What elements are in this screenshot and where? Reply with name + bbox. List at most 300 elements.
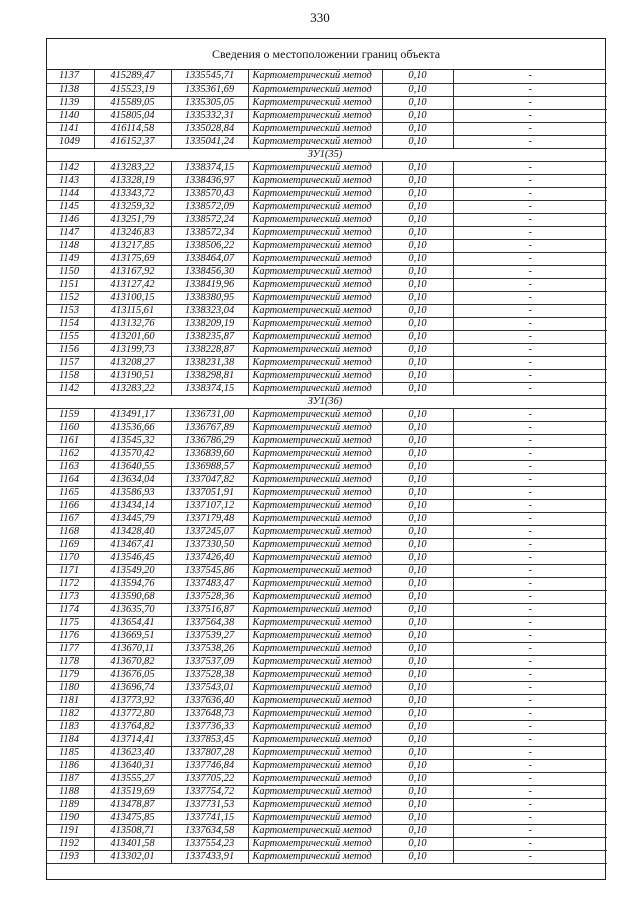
x-coordinate: 413590,68 bbox=[94, 590, 171, 603]
point-number: 1191 bbox=[47, 824, 94, 837]
description-value: - bbox=[453, 304, 607, 317]
y-coordinate: 1338506,22 bbox=[171, 239, 248, 252]
table-row bbox=[47, 603, 607, 616]
determination-method: Картометрический метод bbox=[248, 824, 382, 837]
table-row bbox=[47, 694, 607, 707]
description-value: - bbox=[453, 434, 607, 447]
y-coordinate: 1337543,01 bbox=[171, 681, 248, 694]
determination-method: Картометрический метод bbox=[248, 798, 382, 811]
accuracy-value: 0,10 bbox=[382, 226, 453, 239]
description-value: - bbox=[453, 83, 607, 96]
y-coordinate: 1338380,95 bbox=[171, 291, 248, 304]
accuracy-value: 0,10 bbox=[382, 681, 453, 694]
y-coordinate: 1335305,05 bbox=[171, 96, 248, 109]
accuracy-value: 0,10 bbox=[382, 447, 453, 460]
accuracy-value: 0,10 bbox=[382, 707, 453, 720]
y-coordinate: 1337853,45 bbox=[171, 733, 248, 746]
description-value: - bbox=[453, 486, 607, 499]
table-row bbox=[47, 564, 607, 577]
x-coordinate: 413586,93 bbox=[94, 486, 171, 499]
table-row bbox=[47, 109, 607, 122]
description-value: - bbox=[453, 538, 607, 551]
table-row bbox=[47, 720, 607, 733]
determination-method: Картометрический метод bbox=[248, 434, 382, 447]
section-heading: ЗУ1(35) bbox=[47, 148, 607, 161]
point-number: 1148 bbox=[47, 239, 94, 252]
x-coordinate: 415805,04 bbox=[94, 109, 171, 122]
x-coordinate: 413669,51 bbox=[94, 629, 171, 642]
point-number: 1172 bbox=[47, 577, 94, 590]
x-coordinate: 413640,31 bbox=[94, 759, 171, 772]
accuracy-value: 0,10 bbox=[382, 317, 453, 330]
determination-method: Картометрический метод bbox=[248, 577, 382, 590]
determination-method: Картометрический метод bbox=[248, 811, 382, 824]
x-coordinate: 413434,14 bbox=[94, 499, 171, 512]
x-coordinate: 413676,05 bbox=[94, 668, 171, 681]
accuracy-value: 0,10 bbox=[382, 265, 453, 278]
y-coordinate: 1337433,91 bbox=[171, 850, 248, 863]
x-coordinate: 413635,70 bbox=[94, 603, 171, 616]
description-value: - bbox=[453, 798, 607, 811]
x-coordinate: 413714,41 bbox=[94, 733, 171, 746]
x-coordinate: 413545,32 bbox=[94, 434, 171, 447]
determination-method: Картометрический метод bbox=[248, 525, 382, 538]
y-coordinate: 1337746,84 bbox=[171, 759, 248, 772]
y-coordinate: 1337051,91 bbox=[171, 486, 248, 499]
x-coordinate: 413217,85 bbox=[94, 239, 171, 252]
x-coordinate: 413201,60 bbox=[94, 330, 171, 343]
accuracy-value: 0,10 bbox=[382, 96, 453, 109]
accuracy-value: 0,10 bbox=[382, 590, 453, 603]
table-row bbox=[47, 798, 607, 811]
y-coordinate: 1338572,34 bbox=[171, 226, 248, 239]
point-number: 1138 bbox=[47, 83, 94, 96]
table-row bbox=[47, 759, 607, 772]
y-coordinate: 1338464,07 bbox=[171, 252, 248, 265]
x-coordinate: 413115,61 bbox=[94, 304, 171, 317]
description-value: - bbox=[453, 382, 607, 395]
point-number: 1179 bbox=[47, 668, 94, 681]
accuracy-value: 0,10 bbox=[382, 759, 453, 772]
description-value: - bbox=[453, 460, 607, 473]
y-coordinate: 1337516,87 bbox=[171, 603, 248, 616]
x-coordinate: 413549,20 bbox=[94, 564, 171, 577]
table-row bbox=[47, 161, 607, 174]
accuracy-value: 0,10 bbox=[382, 720, 453, 733]
description-value: - bbox=[453, 564, 607, 577]
table-row bbox=[47, 746, 607, 759]
point-number: 1143 bbox=[47, 174, 94, 187]
point-number: 1149 bbox=[47, 252, 94, 265]
x-coordinate: 413132,76 bbox=[94, 317, 171, 330]
determination-method: Картометрический метод bbox=[248, 96, 382, 109]
accuracy-value: 0,10 bbox=[382, 278, 453, 291]
x-coordinate: 413696,74 bbox=[94, 681, 171, 694]
description-value: - bbox=[453, 70, 607, 83]
table-row bbox=[47, 122, 607, 135]
point-number: 1154 bbox=[47, 317, 94, 330]
determination-method: Картометрический метод bbox=[248, 759, 382, 772]
determination-method: Картометрический метод bbox=[248, 356, 382, 369]
description-value: - bbox=[453, 629, 607, 642]
determination-method: Картометрический метод bbox=[248, 486, 382, 499]
point-number: 1158 bbox=[47, 369, 94, 382]
y-coordinate: 1337426,40 bbox=[171, 551, 248, 564]
point-number: 1173 bbox=[47, 590, 94, 603]
table-row bbox=[47, 824, 607, 837]
table-row bbox=[47, 538, 607, 551]
determination-method: Картометрический метод bbox=[248, 616, 382, 629]
y-coordinate: 1337330,50 bbox=[171, 538, 248, 551]
accuracy-value: 0,10 bbox=[382, 304, 453, 317]
y-coordinate: 1337538,26 bbox=[171, 642, 248, 655]
table-row bbox=[47, 382, 607, 395]
y-coordinate: 1337636,40 bbox=[171, 694, 248, 707]
point-number: 1182 bbox=[47, 707, 94, 720]
point-number: 1150 bbox=[47, 265, 94, 278]
point-number: 1152 bbox=[47, 291, 94, 304]
accuracy-value: 0,10 bbox=[382, 785, 453, 798]
x-coordinate: 413251,79 bbox=[94, 213, 171, 226]
table-row bbox=[47, 460, 607, 473]
accuracy-value: 0,10 bbox=[382, 616, 453, 629]
determination-method: Картометрический метод bbox=[248, 707, 382, 720]
x-coordinate: 413328,19 bbox=[94, 174, 171, 187]
determination-method: Картометрический метод bbox=[248, 499, 382, 512]
point-number: 1180 bbox=[47, 681, 94, 694]
x-coordinate: 413467,41 bbox=[94, 538, 171, 551]
accuracy-value: 0,10 bbox=[382, 512, 453, 525]
table-row bbox=[47, 317, 607, 330]
y-coordinate: 1336786,29 bbox=[171, 434, 248, 447]
accuracy-value: 0,10 bbox=[382, 161, 453, 174]
point-number: 1187 bbox=[47, 772, 94, 785]
determination-method: Картометрический метод bbox=[248, 187, 382, 200]
determination-method: Картометрический метод bbox=[248, 655, 382, 668]
description-value: - bbox=[453, 720, 607, 733]
boundary-table-frame bbox=[46, 38, 606, 880]
point-number: 1183 bbox=[47, 720, 94, 733]
accuracy-value: 0,10 bbox=[382, 811, 453, 824]
description-value: - bbox=[453, 772, 607, 785]
table-row bbox=[47, 213, 607, 226]
y-coordinate: 1337807,28 bbox=[171, 746, 248, 759]
x-coordinate: 413670,82 bbox=[94, 655, 171, 668]
accuracy-value: 0,10 bbox=[382, 694, 453, 707]
y-coordinate: 1337047,82 bbox=[171, 473, 248, 486]
description-value: - bbox=[453, 707, 607, 720]
accuracy-value: 0,10 bbox=[382, 629, 453, 642]
determination-method: Картометрический метод bbox=[248, 421, 382, 434]
y-coordinate: 1337554,23 bbox=[171, 837, 248, 850]
point-number: 1188 bbox=[47, 785, 94, 798]
x-coordinate: 413343,72 bbox=[94, 187, 171, 200]
x-coordinate: 413570,42 bbox=[94, 447, 171, 460]
y-coordinate: 1337741,15 bbox=[171, 811, 248, 824]
determination-method: Картометрический метод bbox=[248, 681, 382, 694]
y-coordinate: 1337731,53 bbox=[171, 798, 248, 811]
determination-method: Картометрический метод bbox=[248, 122, 382, 135]
y-coordinate: 1335028,84 bbox=[171, 122, 248, 135]
x-coordinate: 413283,22 bbox=[94, 161, 171, 174]
accuracy-value: 0,10 bbox=[382, 577, 453, 590]
x-coordinate: 413623,40 bbox=[94, 746, 171, 759]
description-value: - bbox=[453, 577, 607, 590]
point-number: 1141 bbox=[47, 122, 94, 135]
table-row bbox=[47, 850, 607, 863]
determination-method: Картометрический метод bbox=[248, 213, 382, 226]
table-row bbox=[47, 629, 607, 642]
table-row bbox=[47, 525, 607, 538]
determination-method: Картометрический метод bbox=[248, 369, 382, 382]
determination-method: Картометрический метод bbox=[248, 226, 382, 239]
accuracy-value: 0,10 bbox=[382, 135, 453, 148]
accuracy-value: 0,10 bbox=[382, 525, 453, 538]
x-coordinate: 413428,40 bbox=[94, 525, 171, 538]
description-value: - bbox=[453, 681, 607, 694]
x-coordinate: 413175,69 bbox=[94, 252, 171, 265]
point-number: 1049 bbox=[47, 135, 94, 148]
point-number: 1176 bbox=[47, 629, 94, 642]
accuracy-value: 0,10 bbox=[382, 837, 453, 850]
point-number: 1137 bbox=[47, 70, 94, 83]
point-number: 1169 bbox=[47, 538, 94, 551]
table-row bbox=[47, 590, 607, 603]
point-number: 1174 bbox=[47, 603, 94, 616]
determination-method: Картометрический метод bbox=[248, 603, 382, 616]
point-number: 1140 bbox=[47, 109, 94, 122]
accuracy-value: 0,10 bbox=[382, 733, 453, 746]
accuracy-value: 0,10 bbox=[382, 499, 453, 512]
description-value: - bbox=[453, 746, 607, 759]
determination-method: Картометрический метод bbox=[248, 629, 382, 642]
description-value: - bbox=[453, 850, 607, 863]
description-value: - bbox=[453, 330, 607, 343]
determination-method: Картометрический метод bbox=[248, 278, 382, 291]
determination-method: Картометрический метод bbox=[248, 408, 382, 421]
description-value: - bbox=[453, 239, 607, 252]
accuracy-value: 0,10 bbox=[382, 564, 453, 577]
determination-method: Картометрический метод bbox=[248, 850, 382, 863]
accuracy-value: 0,10 bbox=[382, 187, 453, 200]
determination-method: Картометрический метод bbox=[248, 642, 382, 655]
description-value: - bbox=[453, 473, 607, 486]
accuracy-value: 0,10 bbox=[382, 343, 453, 356]
y-coordinate: 1335332,31 bbox=[171, 109, 248, 122]
description-value: - bbox=[453, 200, 607, 213]
description-value: - bbox=[453, 551, 607, 564]
description-value: - bbox=[453, 343, 607, 356]
description-value: - bbox=[453, 512, 607, 525]
section-heading: ЗУ1(36) bbox=[47, 395, 607, 408]
accuracy-value: 0,10 bbox=[382, 434, 453, 447]
x-coordinate: 413190,51 bbox=[94, 369, 171, 382]
accuracy-value: 0,10 bbox=[382, 603, 453, 616]
x-coordinate: 416152,37 bbox=[94, 135, 171, 148]
description-value: - bbox=[453, 824, 607, 837]
y-coordinate: 1337539,27 bbox=[171, 629, 248, 642]
determination-method: Картометрический метод bbox=[248, 382, 382, 395]
x-coordinate: 413246,83 bbox=[94, 226, 171, 239]
table-row bbox=[47, 226, 607, 239]
section-heading-row bbox=[47, 148, 607, 161]
y-coordinate: 1338231,38 bbox=[171, 356, 248, 369]
determination-method: Картометрический метод bbox=[248, 239, 382, 252]
determination-method: Картометрический метод bbox=[248, 109, 382, 122]
description-value: - bbox=[453, 408, 607, 421]
table-row bbox=[47, 70, 607, 83]
point-number: 1161 bbox=[47, 434, 94, 447]
x-coordinate: 413519,69 bbox=[94, 785, 171, 798]
table-row bbox=[47, 668, 607, 681]
table-row bbox=[47, 473, 607, 486]
y-coordinate: 1337483,47 bbox=[171, 577, 248, 590]
description-value: - bbox=[453, 421, 607, 434]
description-value: - bbox=[453, 616, 607, 629]
x-coordinate: 413536,66 bbox=[94, 421, 171, 434]
point-number: 1151 bbox=[47, 278, 94, 291]
table-row bbox=[47, 174, 607, 187]
determination-method: Картометрический метод bbox=[248, 668, 382, 681]
table-row bbox=[47, 486, 607, 499]
table-row bbox=[47, 837, 607, 850]
x-coordinate: 413478,87 bbox=[94, 798, 171, 811]
table-row bbox=[47, 96, 607, 109]
description-value: - bbox=[453, 499, 607, 512]
point-number: 1165 bbox=[47, 486, 94, 499]
description-value: - bbox=[453, 759, 607, 772]
determination-method: Картометрический метод bbox=[248, 538, 382, 551]
y-coordinate: 1338436,97 bbox=[171, 174, 248, 187]
x-coordinate: 413475,85 bbox=[94, 811, 171, 824]
point-number: 1164 bbox=[47, 473, 94, 486]
y-coordinate: 1338323,04 bbox=[171, 304, 248, 317]
table-row bbox=[47, 83, 607, 96]
y-coordinate: 1338209,19 bbox=[171, 317, 248, 330]
point-number: 1189 bbox=[47, 798, 94, 811]
coordinates-table bbox=[47, 70, 607, 864]
point-number: 1175 bbox=[47, 616, 94, 629]
coordinates-table-body bbox=[47, 70, 607, 863]
point-number: 1186 bbox=[47, 759, 94, 772]
accuracy-value: 0,10 bbox=[382, 174, 453, 187]
description-value: - bbox=[453, 811, 607, 824]
accuracy-value: 0,10 bbox=[382, 642, 453, 655]
point-number: 1155 bbox=[47, 330, 94, 343]
x-coordinate: 413199,73 bbox=[94, 343, 171, 356]
description-value: - bbox=[453, 603, 607, 616]
table-row bbox=[47, 434, 607, 447]
determination-method: Картометрический метод bbox=[248, 447, 382, 460]
determination-method: Картометрический метод bbox=[248, 720, 382, 733]
accuracy-value: 0,10 bbox=[382, 772, 453, 785]
accuracy-value: 0,10 bbox=[382, 252, 453, 265]
table-row bbox=[47, 785, 607, 798]
description-value: - bbox=[453, 174, 607, 187]
point-number: 1147 bbox=[47, 226, 94, 239]
y-coordinate: 1337245,07 bbox=[171, 525, 248, 538]
description-value: - bbox=[453, 733, 607, 746]
accuracy-value: 0,10 bbox=[382, 798, 453, 811]
table-row bbox=[47, 551, 607, 564]
description-value: - bbox=[453, 265, 607, 278]
table-row bbox=[47, 616, 607, 629]
determination-method: Картометрический метод bbox=[248, 330, 382, 343]
point-number: 1184 bbox=[47, 733, 94, 746]
point-number: 1178 bbox=[47, 655, 94, 668]
description-value: - bbox=[453, 642, 607, 655]
point-number: 1163 bbox=[47, 460, 94, 473]
description-value: - bbox=[453, 356, 607, 369]
x-coordinate: 413634,04 bbox=[94, 473, 171, 486]
determination-method: Картометрический метод bbox=[248, 694, 382, 707]
point-number: 1142 bbox=[47, 161, 94, 174]
determination-method: Картометрический метод bbox=[248, 460, 382, 473]
y-coordinate: 1335361,69 bbox=[171, 83, 248, 96]
determination-method: Картометрический метод bbox=[248, 473, 382, 486]
y-coordinate: 1338570,43 bbox=[171, 187, 248, 200]
accuracy-value: 0,10 bbox=[382, 122, 453, 135]
x-coordinate: 413670,11 bbox=[94, 642, 171, 655]
description-value: - bbox=[453, 369, 607, 382]
y-coordinate: 1337545,86 bbox=[171, 564, 248, 577]
accuracy-value: 0,10 bbox=[382, 850, 453, 863]
determination-method: Картометрический метод bbox=[248, 590, 382, 603]
y-coordinate: 1338374,15 bbox=[171, 161, 248, 174]
table-row bbox=[47, 356, 607, 369]
x-coordinate: 413127,42 bbox=[94, 278, 171, 291]
accuracy-value: 0,10 bbox=[382, 109, 453, 122]
description-value: - bbox=[453, 135, 607, 148]
x-coordinate: 413445,79 bbox=[94, 512, 171, 525]
x-coordinate: 415523,19 bbox=[94, 83, 171, 96]
determination-method: Картометрический метод bbox=[248, 317, 382, 330]
x-coordinate: 415589,05 bbox=[94, 96, 171, 109]
section-heading-row bbox=[47, 395, 607, 408]
description-value: - bbox=[453, 278, 607, 291]
y-coordinate: 1336731,00 bbox=[171, 408, 248, 421]
y-coordinate: 1335545,71 bbox=[171, 70, 248, 83]
table-row bbox=[47, 499, 607, 512]
determination-method: Картометрический метод bbox=[248, 291, 382, 304]
accuracy-value: 0,10 bbox=[382, 70, 453, 83]
table-row bbox=[47, 408, 607, 421]
y-coordinate: 1337648,73 bbox=[171, 707, 248, 720]
point-number: 1157 bbox=[47, 356, 94, 369]
accuracy-value: 0,10 bbox=[382, 473, 453, 486]
y-coordinate: 1338235,87 bbox=[171, 330, 248, 343]
y-coordinate: 1338572,09 bbox=[171, 200, 248, 213]
table-row bbox=[47, 239, 607, 252]
description-value: - bbox=[453, 252, 607, 265]
point-number: 1171 bbox=[47, 564, 94, 577]
accuracy-value: 0,10 bbox=[382, 369, 453, 382]
table-row bbox=[47, 278, 607, 291]
accuracy-value: 0,10 bbox=[382, 330, 453, 343]
table-row bbox=[47, 304, 607, 317]
y-coordinate: 1336767,89 bbox=[171, 421, 248, 434]
y-coordinate: 1337736,33 bbox=[171, 720, 248, 733]
y-coordinate: 1337528,36 bbox=[171, 590, 248, 603]
determination-method: Картометрический метод bbox=[248, 265, 382, 278]
table-row bbox=[47, 447, 607, 460]
y-coordinate: 1336988,57 bbox=[171, 460, 248, 473]
description-value: - bbox=[453, 161, 607, 174]
x-coordinate: 413401,58 bbox=[94, 837, 171, 850]
table-row bbox=[47, 772, 607, 785]
determination-method: Картометрический метод bbox=[248, 564, 382, 577]
x-coordinate: 413167,92 bbox=[94, 265, 171, 278]
